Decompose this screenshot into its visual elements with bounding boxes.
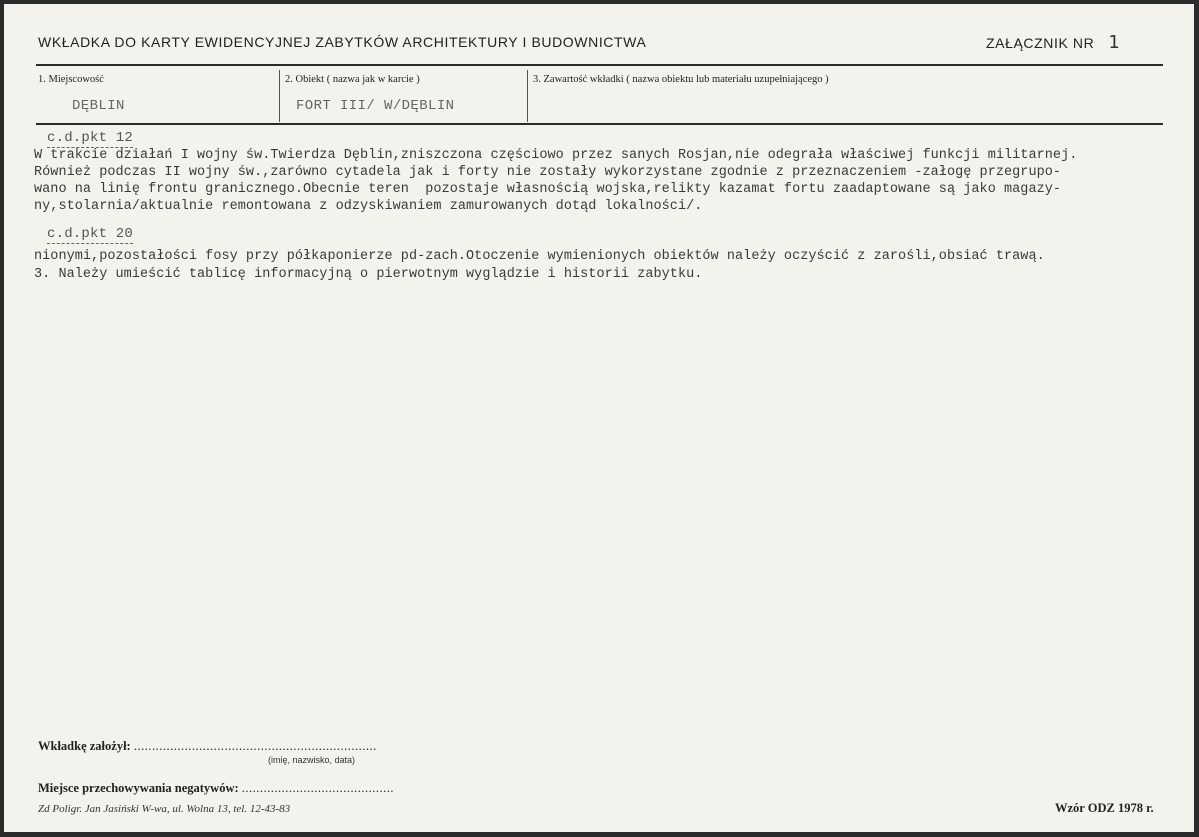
- annex-label-text: ZAŁĄCZNIK NR: [986, 35, 1095, 51]
- section-heading-pkt-20-text: c.d.pkt 20: [47, 226, 134, 242]
- created-by-label: Wkładkę założył:: [38, 739, 131, 753]
- negatives-dotted-line: ..........................................: [241, 781, 395, 795]
- form-title: WKŁADKA DO KARTY EWIDENCYJNEJ ZABYTKÓW ARCHITEKTURY I BUDOWNICTWA: [38, 34, 647, 50]
- content-label: 3. Zawartość wkładki ( nazwa obiektu lub materiału uzupełniającego ): [533, 74, 829, 85]
- inventory-insert-card: [4, 4, 1194, 832]
- section-heading-pkt-12: [47, 130, 133, 146]
- section-2-line-1: nionymi,pozostałości fosy przy półkaponierze pd-zach.Otoczenie wymienionych obiektów należy oczyścić z zarośli,obsiać trawą.: [34, 249, 1045, 264]
- middle-rule: [36, 123, 1163, 125]
- section-1-line-3: wano na linię frontu granicznego.Obecnie teren pozostaje własnością wojska,relikty kazamat fortu zaadaptowane są jako magazy-: [34, 182, 1062, 197]
- created-by-row: [38, 739, 377, 754]
- section-heading-pkt-12-text: c.d.pkt 12: [47, 130, 134, 146]
- printer-imprint: Zd Poligr. Jan Jasiński W-wa, ul. Wolna 13, tel. 12-43-83: [38, 803, 291, 815]
- section-2-line-2: 3. Należy umieścić tablicę informacyjną o pierwotnym wyglądzie i historii zabytku.: [34, 267, 703, 282]
- locality-value: DĘBLIN: [72, 98, 125, 114]
- section-1-line-1: W trakcie działań I wojny św.Twierdza Dęblin,zniszczona częściowo przez sanych Rosjan,nie odegrała właściwej funkcji militarnej.: [34, 148, 1078, 163]
- form-pattern: Wzór ODZ 1978 r.: [1055, 801, 1154, 815]
- top-rule: [36, 64, 1163, 66]
- locality-label: 1. Miejscowość: [38, 74, 104, 85]
- created-by-hint: (imię, nazwisko, data): [268, 755, 356, 765]
- created-by-dotted-line: ...................................................................: [133, 739, 377, 753]
- field-divider-1: [279, 70, 280, 122]
- object-label: 2. Obiekt ( nazwa jak w karcie ): [285, 74, 420, 85]
- section-1-line-4: ny,stolarnia/aktualnie remontowana z odzyskiwaniem zamurowanych dotąd lokalności/.: [34, 199, 703, 214]
- object-value: FORT III/ W/DĘBLIN: [296, 98, 455, 114]
- annex-label: [986, 32, 1120, 53]
- negatives-row: [38, 781, 394, 796]
- annex-number: 1: [1108, 32, 1121, 53]
- negatives-label: Miejsce przechowywania negatywów:: [38, 781, 239, 795]
- section-1-line-2: Również podczas II wojny św.,zarówno cytadela jak i forty nie zostały wykorzystane zgodnie z przeznaczeniem -załogę przegrupo-: [34, 165, 1062, 180]
- section-heading-pkt-20: [47, 226, 133, 242]
- field-divider-2: [527, 70, 528, 122]
